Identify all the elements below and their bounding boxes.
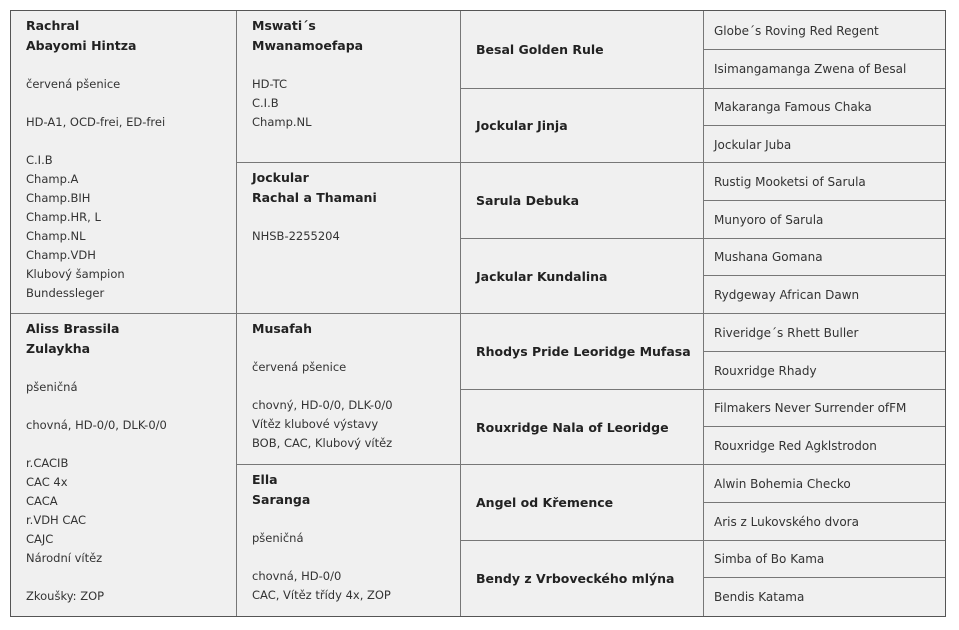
dam-name-line1[interactable]: Aliss Brassila [26, 321, 120, 336]
gen4-ancestor[interactable]: Simba of Bo Kama [714, 551, 825, 566]
sire-title: Champ.BIH [26, 191, 91, 205]
gen3-ancestor[interactable]: Rouxridge Nala of Leoridge [476, 419, 669, 435]
dam-sire-info: BOB, CAC, Klubový vítěz [252, 436, 393, 450]
sire-color: červená pšenice [26, 77, 121, 91]
gen3-ancestor[interactable]: Besal Golden Rule [476, 42, 604, 57]
pedigree-table [10, 10, 946, 617]
sire-title: Bundessleger [26, 286, 105, 300]
dam-title: r.CACIB [26, 456, 69, 470]
sire-health: HD-A1, OCD-frei, ED-frei [26, 115, 166, 129]
dam-dam-info: chovná, HD-0/0 [252, 569, 342, 583]
sire-dam-cell [237, 163, 460, 313]
gen3-ancestor[interactable]: Bendy z Vrboveckého mlýna [476, 571, 675, 586]
gen4-ancestor[interactable]: Riveridge´s Rhett Buller [714, 325, 859, 340]
dam-breeding: chovná, HD-0/0, DLK-0/0 [26, 418, 167, 432]
gen4-ancestor[interactable]: Bendis Katama [714, 589, 805, 604]
sire-dam-name-line1[interactable]: Jockular [252, 170, 309, 185]
dam-dam-info: CAC, Vítěz třídy 4x, ZOP [252, 588, 391, 602]
sire-title: Champ.VDH [26, 248, 96, 262]
gen3-ancestor[interactable]: Angel od Křemence [476, 495, 614, 510]
dam-color: pšeničná [26, 380, 78, 394]
dam-dam-color: pšeničná [252, 531, 304, 545]
gen3-ancestor[interactable]: Jackular Kundalina [476, 268, 608, 284]
dam-exams: Zkoušky: ZOP [26, 589, 105, 603]
gen4-ancestor[interactable]: Alwin Bohemia Checko [714, 476, 851, 491]
gen4-ancestor[interactable]: Rouxridge Rhady [714, 363, 817, 378]
sire-title: Champ.NL [26, 229, 86, 243]
dam-sire-cell [237, 314, 460, 464]
gen4-ancestor[interactable]: Makaranga Famous Chaka [714, 99, 872, 114]
gen4-ancestor[interactable]: Globe´s Roving Red Regent [714, 23, 879, 38]
gen4-ancestor[interactable]: Jockular Juba [714, 137, 792, 152]
sire-sire-info: C.I.B [252, 96, 279, 110]
gen4-ancestor[interactable]: Rydgeway African Dawn [714, 287, 860, 302]
sire-title: C.I.B [26, 153, 53, 167]
dam-title: CACA [26, 494, 58, 508]
sire-sire-info: Champ.NL [252, 115, 312, 129]
dam-sire-info: chovný, HD-0/0, DLK-0/0 [252, 398, 393, 412]
dam-sire-info: Vítěz klubové výstavy [252, 417, 379, 431]
dam-dam-name-line1[interactable]: Ella [252, 472, 278, 487]
dam-dam-cell [237, 465, 460, 616]
sire-sire-info: HD-TC [252, 77, 287, 91]
gen4-ancestor[interactable]: Rustig Mooketsi of Sarula [714, 174, 866, 189]
gen4-ancestor[interactable]: Munyoro of Sarula [714, 212, 824, 227]
sire-title: Champ.A [26, 172, 79, 186]
gen4-ancestor[interactable]: Filmakers Never Surrender ofFM [714, 400, 907, 415]
dam-title: CAJC [26, 532, 54, 546]
sire-title: Champ.HR, L [26, 210, 101, 224]
dam-sire-name[interactable]: Musafah [252, 321, 312, 336]
dam-dam-name-line2[interactable]: Saranga [252, 492, 311, 507]
gen3-ancestor[interactable]: Rhodys Pride Leoridge Mufasa [476, 344, 691, 359]
sire-cell [11, 11, 236, 313]
sire-dam-info: NHSB-2255204 [252, 229, 340, 243]
sire-sire-cell [237, 11, 460, 162]
dam-name-line2[interactable]: Zulaykha [26, 341, 91, 356]
dam-title: Národní vítěz [26, 551, 103, 565]
sire-title: Klubový šampion [26, 267, 125, 281]
gen4-ancestor[interactable]: Rouxridge Red Agklstrodon [714, 438, 877, 453]
gen3-ancestor[interactable]: Jockular Jinja [476, 118, 568, 133]
sire-dam-name-line2[interactable]: Rachal a Thamani [252, 190, 377, 205]
dam-title: r.VDH CAC [26, 513, 87, 527]
gen3-ancestor[interactable]: Sarula Debuka [476, 193, 580, 208]
sire-name-line2[interactable]: Abayomi Hintza [26, 38, 137, 53]
dam-cell [11, 314, 236, 616]
dam-title: CAC 4x [26, 475, 68, 489]
gen4-ancestor[interactable]: Aris z Lukovského dvora [714, 514, 859, 529]
sire-sire-name-line1[interactable]: Mswati´s [252, 18, 316, 33]
dam-sire-color: červená pšenice [252, 360, 347, 374]
sire-name-line1[interactable]: Rachral [26, 18, 80, 33]
sire-sire-name-line2[interactable]: Mwanamoefapa [252, 38, 364, 53]
gen4-ancestor[interactable]: Isimangamanga Zwena of Besal [714, 61, 907, 76]
gen4-ancestor[interactable]: Mushana Gomana [714, 249, 823, 264]
